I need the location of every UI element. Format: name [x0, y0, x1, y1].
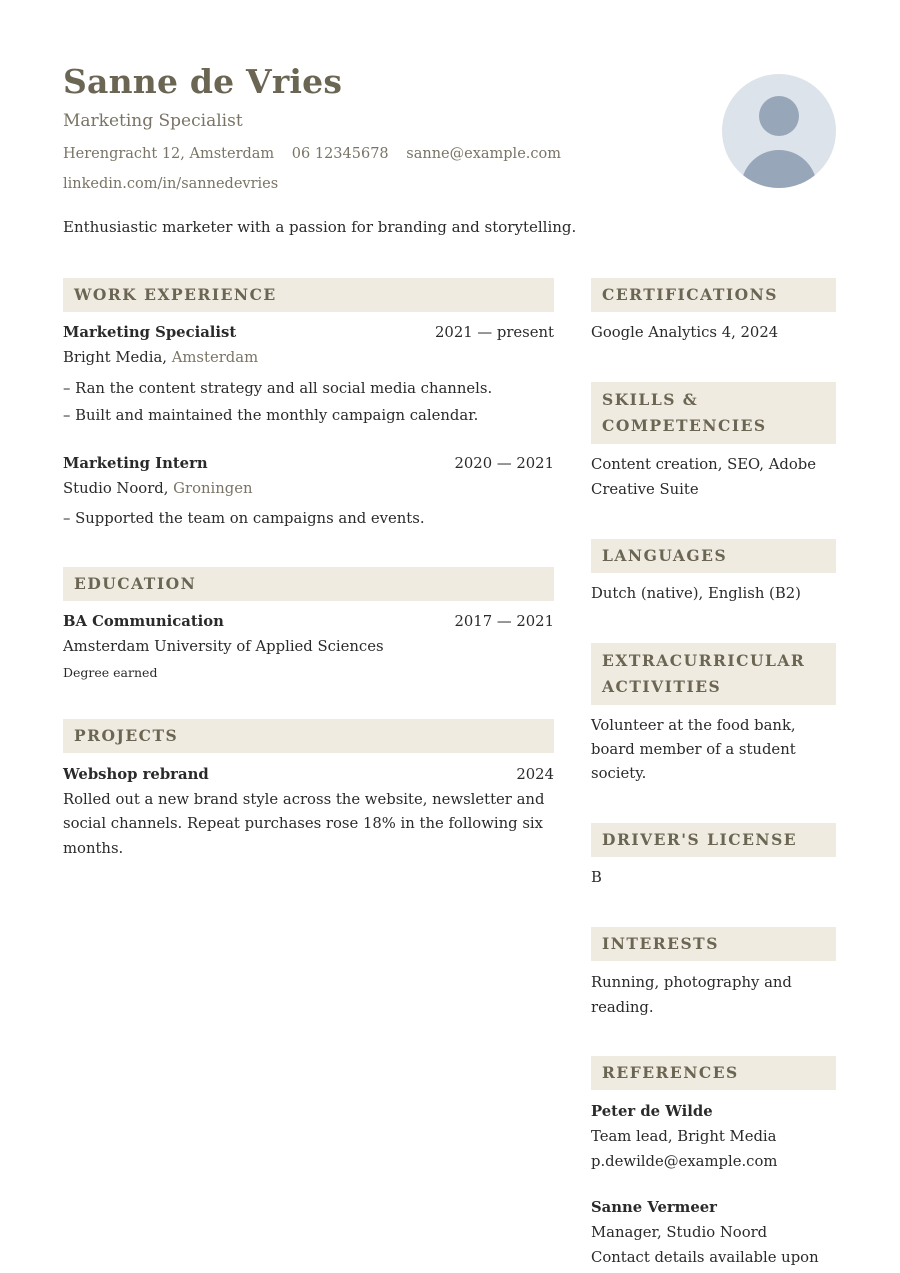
email: sanne@example.com	[406, 146, 561, 162]
project-description-line: Rolled out a new brand style across the website, newsletter and	[63, 791, 545, 808]
section-heading-languages: LANGUAGES	[591, 539, 836, 573]
job-company-line	[63, 476, 253, 501]
section-heading-references: REFERENCES	[591, 1056, 836, 1090]
reference-name: Sanne Vermeer	[591, 1199, 717, 1216]
education-period: 2017 — 2021	[454, 613, 554, 630]
avatar-body-shape	[741, 150, 817, 188]
job-city: Amsterdam	[171, 349, 259, 366]
interests-line: reading.	[591, 999, 654, 1016]
candidate-name: Sanne de Vries	[63, 62, 343, 101]
job-period: 2020 — 2021	[454, 455, 554, 472]
section-heading-education: EDUCATION	[63, 567, 554, 601]
languages-text: Dutch (native), English (B2)	[591, 585, 801, 602]
heading-line: EXTRACURRICULAR	[602, 651, 806, 670]
job-bullet: – Supported the team on campaigns and events.	[63, 510, 425, 527]
summary: Enthusiastic marketer with a passion for branding and storytelling.	[63, 218, 577, 236]
address: Herengracht 12, Amsterdam	[63, 146, 275, 162]
avatar	[722, 74, 836, 188]
certification-item: Google Analytics 4, 2024	[591, 324, 779, 341]
reference-role: Team lead, Bright Media	[591, 1128, 777, 1145]
project-name: Webshop rebrand	[63, 766, 209, 783]
job-bullet: – Built and maintained the monthly campaign calendar.	[63, 407, 479, 424]
reference-contact: Contact details available upon	[591, 1249, 819, 1266]
section-heading-extracurricular	[591, 643, 836, 705]
job-company: Bright Media,	[63, 349, 167, 366]
heading-line: ACTIVITIES	[602, 677, 722, 696]
avatar-head-shape	[759, 96, 799, 136]
degree-note: Degree earned	[63, 665, 158, 680]
reference-name: Peter de Wilde	[591, 1103, 713, 1120]
section-heading-license: DRIVER'S LICENSE	[591, 823, 836, 857]
degree: BA Communication	[63, 613, 224, 630]
candidate-title: Marketing Specialist	[63, 111, 243, 131]
job-company-line	[63, 345, 258, 370]
interests-line: Running, photography and	[591, 974, 792, 991]
extracurricular-line: board member of a student	[591, 741, 796, 758]
project-description-line: months.	[63, 840, 124, 857]
section-heading-interests: INTERESTS	[591, 927, 836, 961]
section-heading-certifications: CERTIFICATIONS	[591, 278, 836, 312]
heading-line: COMPETENCIES	[602, 416, 767, 435]
section-heading-skills	[591, 382, 836, 444]
extracurricular-line: society.	[591, 765, 647, 782]
job-role: Marketing Intern	[63, 455, 208, 472]
reference-role: Manager, Studio Noord	[591, 1224, 768, 1241]
phone: 06 12345678	[291, 146, 389, 162]
skills-line: Content creation, SEO, Adobe	[591, 456, 817, 473]
linkedin: linkedin.com/in/sannedevries	[63, 176, 279, 192]
extracurricular-line: Volunteer at the food bank,	[591, 717, 796, 734]
job-city: Groningen	[173, 480, 253, 497]
job-company: Studio Noord,	[63, 480, 169, 497]
project-year: 2024	[516, 766, 554, 783]
contact-line	[63, 146, 574, 162]
project-description-line: social channels. Repeat purchases rose 18% in the following six	[63, 815, 543, 832]
job-role: Marketing Specialist	[63, 324, 237, 341]
job-bullet: – Ran the content strategy and all social media channels.	[63, 380, 493, 397]
section-heading-work: WORK EXPERIENCE	[63, 278, 554, 312]
reference-contact: p.dewilde@example.com	[591, 1153, 778, 1170]
license-text: B	[591, 869, 602, 886]
section-heading-projects: PROJECTS	[63, 719, 554, 753]
skills-line: Creative Suite	[591, 481, 699, 498]
job-period: 2021 — present	[435, 324, 554, 341]
heading-line: SKILLS &	[602, 390, 699, 409]
school: Amsterdam University of Applied Sciences	[63, 638, 384, 655]
